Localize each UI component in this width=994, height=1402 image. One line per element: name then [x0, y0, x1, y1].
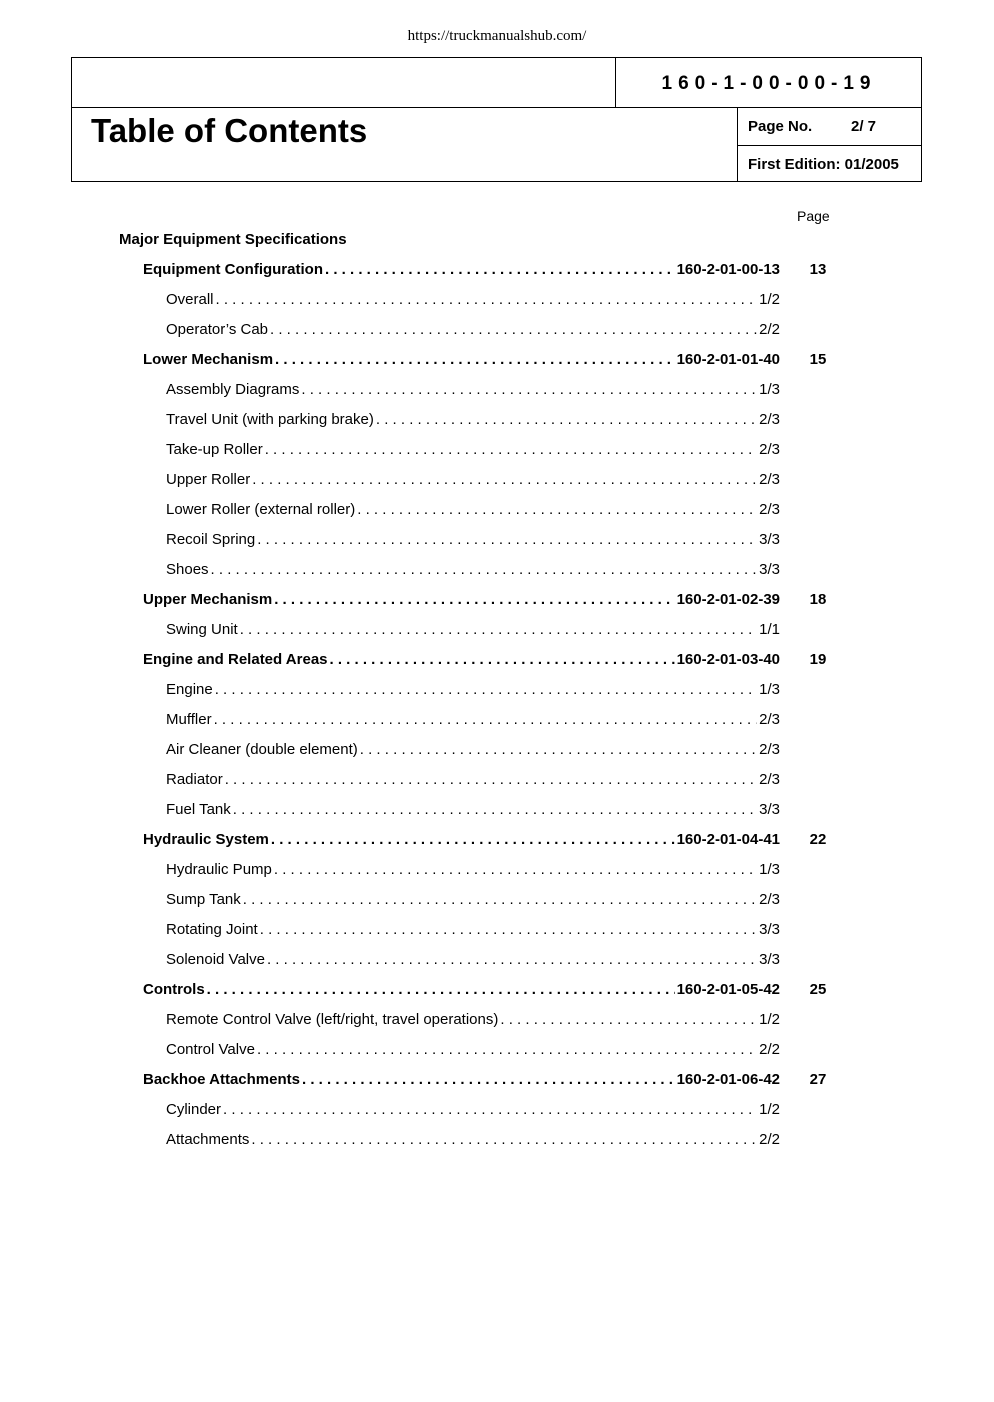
dot-leader	[252, 471, 757, 488]
dot-leader	[270, 321, 757, 338]
toc-sub-entry[interactable]	[0, 526, 994, 556]
toc-entry-label: Travel Unit (with parking brake)	[166, 411, 374, 428]
toc-entry-reference: 2/2	[759, 1041, 780, 1058]
header-border-bottom	[71, 181, 922, 182]
page-number-label: Page No.	[748, 118, 813, 135]
toc-entry-reference: 2/3	[759, 711, 780, 728]
toc-entry-label: Remote Control Valve (left/right, travel operations)	[166, 1011, 499, 1028]
dot-leader	[251, 1131, 757, 1148]
document-header-box	[71, 57, 922, 182]
edition-label: First Edition: 01/2005	[748, 156, 899, 173]
toc-entry-reference: 160-2-01-04-41	[676, 831, 780, 848]
document-number: 160-1-00-00-19	[661, 73, 877, 94]
toc-entry-page: 18	[809, 591, 827, 608]
toc-entry-reference: 2/3	[759, 441, 780, 458]
header-divider-edition	[737, 145, 922, 146]
toc-entry-page: 15	[809, 351, 827, 368]
toc-sub-entry[interactable]	[0, 376, 994, 406]
toc-sub-entry[interactable]	[0, 1006, 994, 1036]
toc-entry-line	[166, 621, 780, 638]
toc-entry-line	[166, 1011, 780, 1028]
toc-entry-line	[166, 1131, 780, 1148]
toc-entry-reference: 2/2	[759, 1131, 780, 1148]
toc-entry-reference: 3/3	[759, 531, 780, 548]
dot-leader	[325, 261, 675, 278]
dot-leader	[360, 741, 757, 758]
toc-entry-line	[166, 711, 780, 728]
toc-sub-entry[interactable]	[0, 856, 994, 886]
dot-leader	[357, 501, 757, 518]
toc-entry-line	[143, 831, 780, 848]
toc-sub-entry[interactable]	[0, 286, 994, 316]
page-number-value: 2/ 7	[851, 118, 877, 135]
toc-entry-label: Overall	[166, 291, 214, 308]
toc-sub-entry[interactable]	[0, 916, 994, 946]
page-title: Table of Contents	[91, 112, 368, 149]
toc-entry-line	[143, 591, 780, 608]
toc-sub-entry[interactable]	[0, 556, 994, 586]
toc-entry-reference: 1/3	[759, 681, 780, 698]
toc-entry-reference: 2/3	[759, 501, 780, 518]
toc-entry-page: 25	[809, 981, 827, 998]
toc-entry-reference: 1/2	[759, 1011, 780, 1028]
toc-main-entry[interactable]	[0, 826, 994, 856]
toc-entry-page: 22	[809, 831, 827, 848]
toc-entry-line	[166, 381, 780, 398]
toc-entry-line	[166, 561, 780, 578]
toc-entry-line	[166, 501, 780, 518]
source-url: https://truckmanualshub.com/	[407, 28, 587, 44]
toc-entry-reference: 1/2	[759, 291, 780, 308]
toc-sub-entry[interactable]	[0, 436, 994, 466]
toc-entry-line	[166, 291, 780, 308]
toc-entry-label: Upper Mechanism	[143, 591, 273, 608]
dot-leader	[274, 591, 674, 608]
toc-entry-line	[166, 771, 780, 788]
toc-entry-label: Lower Mechanism	[143, 351, 274, 368]
toc-entry-reference: 160-2-01-00-13	[676, 261, 780, 278]
dot-leader	[267, 951, 757, 968]
dot-leader	[233, 801, 757, 818]
toc-entry-line	[166, 951, 780, 968]
toc-entry-reference: 3/3	[759, 951, 780, 968]
toc-main-entry[interactable]	[0, 256, 994, 286]
dot-leader	[211, 561, 758, 578]
toc-entry-label: Upper Roller	[166, 471, 251, 488]
toc-entry-label: Muffler	[166, 711, 212, 728]
toc-main-entry[interactable]	[0, 346, 994, 376]
toc-entry-label: Sump Tank	[166, 891, 241, 908]
toc-entry-line	[143, 351, 780, 368]
dot-leader	[240, 621, 757, 638]
header-border-top	[71, 57, 922, 58]
header-divider-horizontal	[71, 107, 922, 108]
toc-entry-line	[166, 1041, 780, 1058]
toc-entry-line	[166, 411, 780, 428]
toc-sub-entry[interactable]	[0, 1096, 994, 1126]
toc-entry-label: Cylinder	[166, 1101, 222, 1118]
toc-sub-entry[interactable]	[0, 616, 994, 646]
dot-leader	[223, 1101, 757, 1118]
toc-entry-reference: 2/3	[759, 411, 780, 428]
toc-entry-label: Solenoid Valve	[166, 951, 265, 968]
toc-entry-label: Controls	[143, 981, 205, 998]
toc-entry-label: Swing Unit	[166, 621, 238, 638]
toc-sub-entry[interactable]	[0, 316, 994, 346]
toc-entry-reference: 2/3	[759, 741, 780, 758]
toc-entry-page: 13	[809, 261, 827, 278]
toc-entry-label: Shoes	[166, 561, 209, 578]
dot-leader	[301, 381, 757, 398]
dot-leader	[215, 681, 757, 698]
toc-entry-label: Equipment Configuration	[143, 261, 323, 278]
toc-sub-entry[interactable]	[0, 946, 994, 976]
toc-entry-reference: 1/2	[759, 1101, 780, 1118]
toc-entry-reference: 160-2-01-03-40	[676, 651, 780, 668]
toc-entry-line	[166, 321, 780, 338]
toc-main-entry[interactable]	[0, 976, 994, 1006]
dot-leader	[271, 831, 675, 848]
toc-entry-page: 27	[809, 1071, 827, 1088]
toc-sub-entry[interactable]	[0, 886, 994, 916]
toc-entry-reference: 2/3	[759, 771, 780, 788]
toc-sub-entry[interactable]	[0, 736, 994, 766]
toc-entry-label: Hydraulic Pump	[166, 861, 272, 878]
toc-entry-line	[166, 1101, 780, 1118]
toc-entry-page: 19	[809, 651, 827, 668]
dot-leader	[207, 981, 675, 998]
toc-entry-line	[143, 1071, 780, 1088]
toc-sub-entry[interactable]	[0, 706, 994, 736]
dot-leader	[257, 1041, 757, 1058]
page-column-header: Page	[797, 208, 830, 224]
toc-entry-label: Control Valve	[166, 1041, 255, 1058]
toc-main-entry[interactable]	[0, 586, 994, 616]
toc-entry-label: Engine and Related Areas	[143, 651, 328, 668]
toc-entry-label: Take-up Roller	[166, 441, 263, 458]
toc-entry-reference: 160-2-01-01-40	[676, 351, 780, 368]
toc-main-entry[interactable]	[0, 646, 994, 676]
toc-sub-entry[interactable]	[0, 766, 994, 796]
toc-entry-reference: 3/3	[759, 921, 780, 938]
toc-entry-reference: 2/3	[759, 891, 780, 908]
header-border-left	[71, 57, 72, 182]
toc-entry-reference: 2/3	[759, 471, 780, 488]
dot-leader	[274, 861, 757, 878]
toc-entry-line	[166, 861, 780, 878]
toc-entry-label: Radiator	[166, 771, 223, 788]
toc-entry-label: Air Cleaner (double element)	[166, 741, 358, 758]
toc-entry-label: Operator’s Cab	[166, 321, 268, 338]
toc-sub-entry[interactable]	[0, 406, 994, 436]
toc-entry-label: Engine	[166, 681, 213, 698]
dot-leader	[257, 531, 757, 548]
toc-entry-line	[143, 981, 780, 998]
toc-entry-reference: 1/1	[759, 621, 780, 638]
dot-leader	[225, 771, 757, 788]
dot-leader	[260, 921, 757, 938]
toc-entry-line	[166, 741, 780, 758]
toc-sub-entry[interactable]	[0, 1036, 994, 1066]
toc-sub-entry[interactable]	[0, 1126, 994, 1156]
table-of-contents	[0, 256, 994, 1156]
dot-leader	[214, 711, 758, 728]
toc-entry-label: Attachments	[166, 1131, 250, 1148]
dot-leader	[500, 1011, 757, 1028]
toc-entry-label: Backhoe Attachments	[143, 1071, 300, 1088]
toc-entry-label: Rotating Joint	[166, 921, 258, 938]
toc-entry-reference: 1/3	[759, 381, 780, 398]
dot-leader	[330, 651, 675, 668]
toc-entry-line	[166, 801, 780, 818]
toc-entry-line	[166, 891, 780, 908]
toc-entry-reference: 1/3	[759, 861, 780, 878]
toc-entry-label: Assembly Diagrams	[166, 381, 300, 398]
toc-entry-label: Fuel Tank	[166, 801, 231, 818]
dot-leader	[302, 1071, 675, 1088]
toc-entry-reference: 160-2-01-05-42	[676, 981, 780, 998]
toc-sub-entry[interactable]	[0, 796, 994, 826]
toc-entry-reference: 3/3	[759, 561, 780, 578]
dot-leader	[275, 351, 675, 368]
toc-entry-line	[166, 921, 780, 938]
toc-entry-label: Hydraulic System	[143, 831, 269, 848]
toc-entry-line	[143, 651, 780, 668]
toc-entry-line	[166, 471, 780, 488]
toc-entry-reference: 3/3	[759, 801, 780, 818]
dot-leader	[216, 291, 758, 308]
dot-leader	[243, 891, 757, 908]
dot-leader	[376, 411, 757, 428]
toc-entry-line	[166, 531, 780, 548]
toc-sub-entry[interactable]	[0, 496, 994, 526]
toc-entry-line	[166, 681, 780, 698]
toc-entry-line	[166, 441, 780, 458]
toc-sub-entry[interactable]	[0, 466, 994, 496]
toc-entry-line	[143, 261, 780, 278]
toc-entry-reference: 160-2-01-06-42	[676, 1071, 780, 1088]
toc-entry-label: Lower Roller (external roller)	[166, 501, 356, 518]
toc-sub-entry[interactable]	[0, 676, 994, 706]
toc-entry-label: Recoil Spring	[166, 531, 256, 548]
dot-leader	[265, 441, 757, 458]
toc-entry-reference: 2/2	[759, 321, 780, 338]
toc-main-entry[interactable]	[0, 1066, 994, 1096]
section-title: Major Equipment Specifications	[119, 231, 347, 248]
toc-entry-reference: 160-2-01-02-39	[676, 591, 780, 608]
